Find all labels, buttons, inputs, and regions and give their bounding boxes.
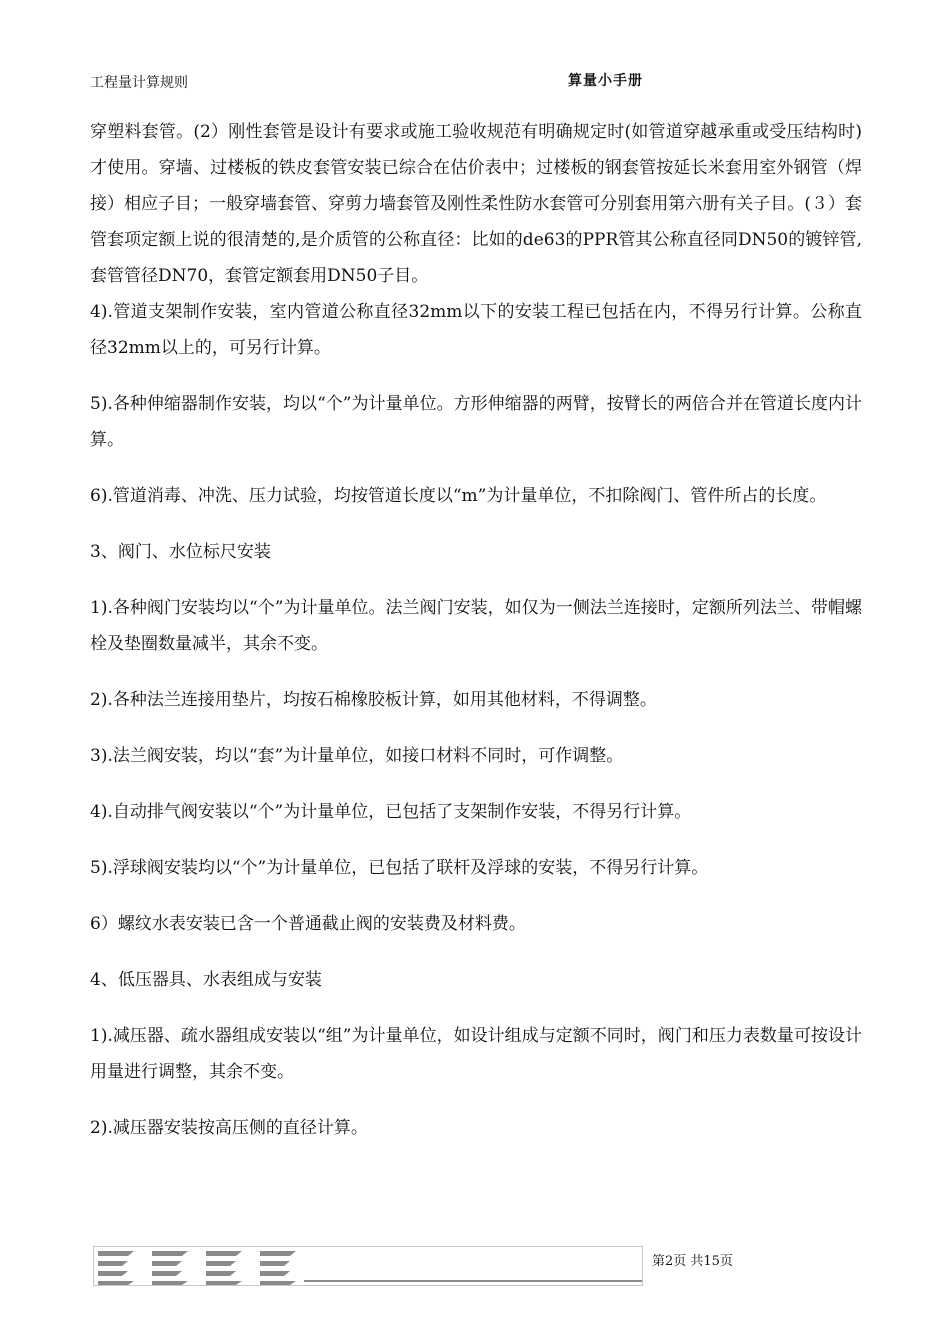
section-heading-valves: 3、阀门、水位标尺安装 [90,542,271,562]
page-number: 第2页 共15页 [652,1254,733,1269]
footer-stripes-graphic [94,1247,643,1286]
paragraph-reducer-assembly: 1).减压器、疏水器组成安装以“组”为计量单位，如设计组成与定额不同时，阀门和压力表数量可按设计用量进行调整，其余不变。 [90,1026,862,1082]
paragraph-flange-valve: 3).法兰阀安装，均以“套”为计量单位，如接口材料不同时，可作调整。 [90,746,624,766]
document-body [90,114,862,1146]
paragraph-flange-gasket: 2).各种法兰连接用垫片，均按石棉橡胶板计算，如用其他材料，不得调整。 [90,690,657,710]
paragraph-disinfection-test: 6).管道消毒、冲洗、压力试验，均按管道长度以“m”为计量单位，不扣除阀门、管件所占的长度。 [90,486,827,506]
paragraph-expansion-joint: 5).各种伸缩器制作安装，均以“个”为计量单位。方形伸缩器的两臂，按臂长的两倍合并在管道长度内计算。 [90,394,862,450]
section-heading-low-pressure: 4、低压器具、水表组成与安装 [90,970,322,990]
paragraph-float-valve: 5).浮球阀安装均以“个”为计量单位，已包括了联杆及浮球的安装，不得另行计算。 [90,858,709,878]
paragraph-valve-install: 1).各种阀门安装均以“个”为计量单位。法兰阀门安装，如仅为一侧法兰连接时，定额所列法兰、带帽螺栓及垫圈数量减半，其余不变。 [90,598,862,654]
paragraph-water-meter: 6）螺纹水表安装已含一个普通截止阀的安装费及材料费。 [90,914,526,934]
footer-decoration [93,1246,643,1286]
paragraph-air-valve: 4).自动排气阀安装以“个”为计量单位，已包括了支架制作安装，不得另行计算。 [90,802,692,822]
paragraph-casing-pipe: 穿塑料套管。(2）刚性套管是设计有要求或施工验收规范有明确规定时(如管道穿越承重或受压结构时)才使用。穿墙、过楼板的铁皮套管安装已综合在估价表中；过楼板的钢套管按延长米套用室外钢管（焊接）相应子目；一般穿墙套管、穿剪力墙套管及刚性柔性防水套管可分别套用第六册有关子目。(３）套管套项定额上说的很清楚的,是介质管的公称直径：比如的de63的PPR管其公称直径同DN50的镀锌管,套管管径DN70，套管定额套用DN50子目。 [90,122,862,286]
running-header-title: 工程量计算规则 [90,75,188,91]
paragraph-reducer-diameter: 2).减压器安装按高压侧的直径计算。 [90,1118,368,1138]
paragraph-support-bracket: 4).管道支架制作安装，室内管道公称直径32mm以下的安装工程已包括在内，不得另行计算。公称直径32mm以上的，可另行计算。 [90,302,862,358]
running-header-brand: 算量小手册 [568,73,643,89]
